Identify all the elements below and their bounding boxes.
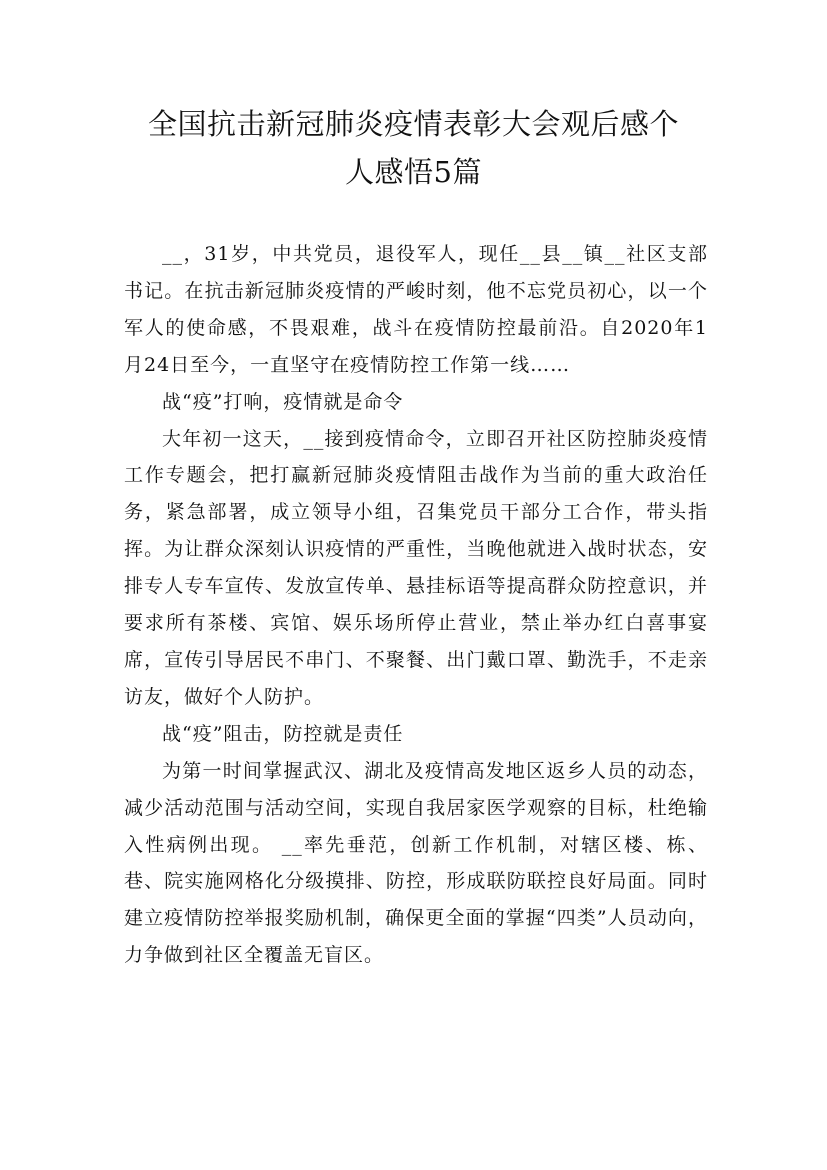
paragraph-intro: __，31岁，中共党员，退役军人，现任__县__镇__社区支部书记。在抗击新冠肺炎疫情的严峻时刻，他不忘党员初心，以一个军人的使命感，不畏艰难，战斗在疫情防控最前沿。自2020年1月24日至今，一直坚守在疫情防控工作第一线…… bbox=[124, 243, 708, 376]
title-line-2: 人感悟5篇 bbox=[345, 155, 482, 189]
paragraph-section-2: 为第一时间掌握武汉、湖北及疫情高发地区返乡人员的动态，减少活动范围与活动空间，实现自我居家医学观察的目标，杜绝输入性病例出现。 __率先垂范，创新工作机制，对辖区楼、栋、巷、院实施网格化分级摸排、防控，形成联防联控良好局面。同时建立疫情防控举报奖励机制，确保更全面的掌握“四类”人员动向，力争做到社区全覆盖无盲区。 bbox=[124, 759, 708, 967]
paragraph-section-1: 大年初一这天，__接到疫情命令，立即召开社区防控肺炎疫情工作专题会，把打赢新冠肺炎疫情阻击战作为当前的重大政治任务，紧急部署，成立领导小组，召集党员干部分工合作，带头指挥。为让群众深刻认识疫情的严重性，当晚他就进入战时状态，安排专人专车宣传、发放宣传单、悬挂标语等提高群众防控意识，并要求所有茶楼、宾馆、娱乐场所停止营业，禁止举办红白喜事宴席，宣传引导居民不串门、不聚餐、出门戴口罩、勤洗手，不走亲访友，做好个人防护。 bbox=[124, 427, 708, 708]
title-line-1: 全国抗击新冠肺炎疫情表彰大会观后感个 bbox=[147, 107, 679, 141]
document-body bbox=[124, 236, 708, 974]
section-heading-2: 战“疫”阻击，防控就是责任 bbox=[162, 722, 404, 745]
document-title bbox=[110, 100, 717, 196]
section-heading-1: 战“疫”打响，疫情就是命令 bbox=[162, 390, 404, 413]
